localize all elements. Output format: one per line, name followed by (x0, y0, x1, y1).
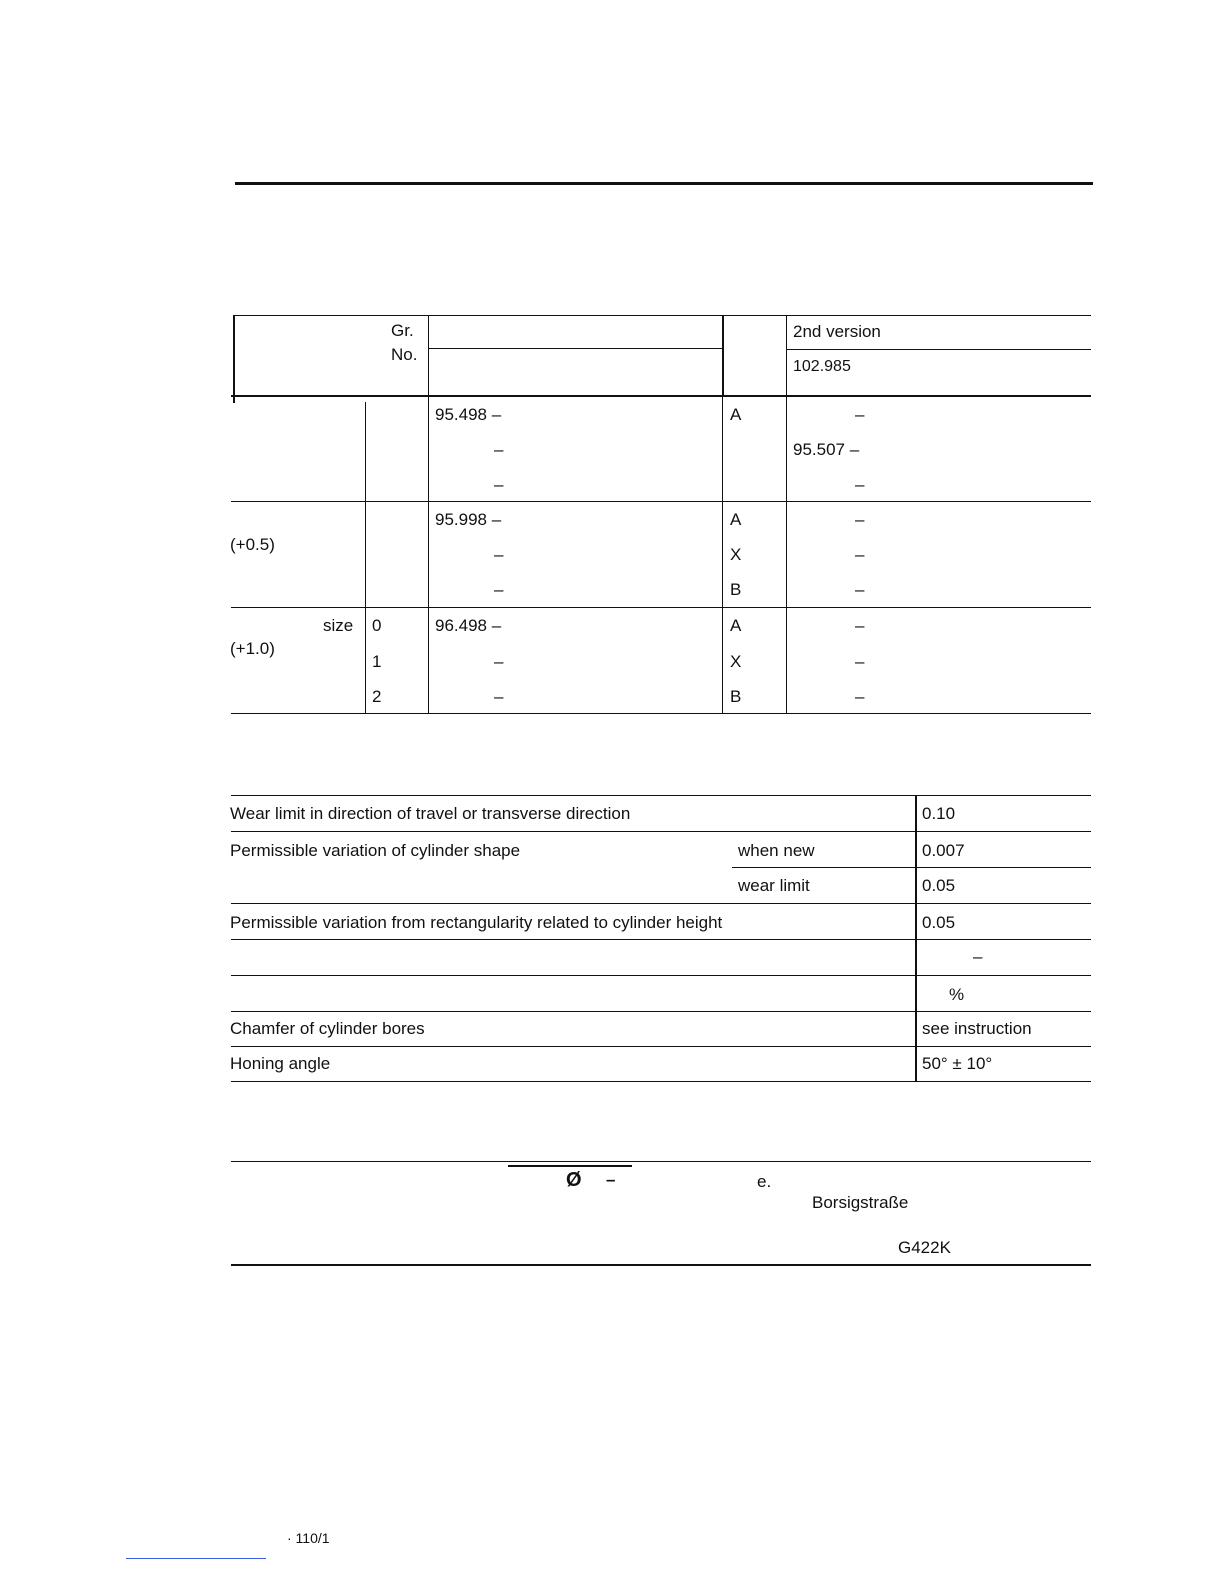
table2-bottom (231, 1081, 1091, 1082)
table1-header-top (233, 315, 1091, 316)
row-label: Permissible variation from rectangularity related to cylinder height (230, 913, 723, 932)
row-letter: A (730, 510, 742, 529)
table2-sep (231, 831, 1091, 832)
row-value1: – (494, 440, 504, 459)
table2-sep (231, 1011, 1091, 1012)
row-value2: – (855, 652, 865, 671)
row-value: – (973, 947, 983, 966)
table2-value-divider (915, 795, 917, 1081)
row-sub: wear limit (738, 876, 810, 895)
top-rule (235, 182, 1093, 185)
row-letter: X (730, 652, 742, 671)
footer-bottom-rule (231, 1264, 1091, 1266)
row-letter: A (730, 616, 742, 635)
row-value2: – (855, 580, 865, 599)
row-value1: – (494, 475, 504, 494)
table1-header-mid-left (428, 348, 723, 349)
header-no: No. (391, 345, 418, 364)
row-label: Chamfer of cylinder bores (230, 1019, 425, 1038)
table1-divider-c (786, 315, 787, 713)
row-sub: when new (738, 841, 815, 860)
row-group: 0 (372, 616, 382, 635)
footer-code: G422K (898, 1238, 951, 1257)
row-group: 1 (372, 652, 382, 671)
row-value2: – (855, 405, 865, 424)
table1-header-mid-right (786, 349, 1091, 350)
row-value: see instruction (922, 1019, 1032, 1038)
row-size-label: (+1.0) (230, 639, 275, 658)
row-letter: B (730, 687, 742, 706)
page-underline (126, 1558, 266, 1559)
row-value1: – (494, 687, 504, 706)
row-value1: 96.498 – (435, 616, 502, 635)
table2-sep-partial (732, 867, 1091, 868)
footer-short-rule (508, 1165, 632, 1167)
table1-divider-b-lower (722, 396, 723, 713)
table1-header-bottom (231, 395, 1091, 397)
row-value2: – (855, 475, 865, 494)
row-value2: – (855, 510, 865, 529)
row-value: 0.05 (922, 876, 956, 895)
row-group: 2 (372, 687, 382, 706)
table2-sep (231, 903, 1091, 904)
header-version: 2nd version (793, 322, 881, 341)
header-version-value: 102.985 (793, 358, 851, 375)
row-value2: – (855, 545, 865, 564)
row-letter: X (730, 545, 742, 564)
footer-dash: – (606, 1170, 616, 1189)
table1-divider-b (722, 315, 724, 396)
table2-sep (231, 1046, 1091, 1047)
row-value1: 95.498 – (435, 405, 502, 424)
row-value1: – (494, 545, 504, 564)
table2-top (231, 795, 1091, 796)
row-value1: 95.998 – (435, 510, 502, 529)
row-value2: – (855, 616, 865, 635)
table1-sep-1 (231, 501, 1091, 502)
row-value1: – (494, 580, 504, 599)
row-size-label: (+0.5) (230, 535, 275, 554)
row-value: 0.10 (922, 804, 956, 823)
row-value: 0.05 (922, 913, 956, 932)
row-size-word: size (323, 616, 354, 635)
row-label: Honing angle (230, 1054, 331, 1073)
row-value2: – (855, 687, 865, 706)
page-number: · 110/1 (287, 1530, 330, 1546)
table1-sep-2 (231, 607, 1091, 608)
row-letter: A (730, 405, 742, 424)
table2-sep (231, 975, 1091, 976)
diameter-symbol: Ø (566, 1169, 582, 1191)
header-gr: Gr. (391, 321, 414, 340)
table1-header-left-border (233, 315, 235, 403)
table1-divider-a (428, 315, 429, 713)
footer-top-rule (231, 1161, 1091, 1162)
footer-e-text: e. (757, 1172, 772, 1191)
row-value: % (949, 985, 965, 1004)
row-value: 0.007 (922, 841, 965, 860)
row-value2: 95.507 – (793, 440, 860, 459)
row-label: Permissible variation of cylinder shape (230, 841, 521, 860)
row-letter: B (730, 580, 742, 599)
row-label: Wear limit in direction of travel or transverse direction (230, 804, 631, 823)
table2-sep (231, 939, 1091, 940)
table1-bottom (231, 713, 1091, 714)
footer-street: Borsigstraße (812, 1193, 909, 1212)
row-value: 50° ± 10° (922, 1054, 993, 1073)
table1-divider-group (365, 402, 366, 713)
row-value1: – (494, 652, 504, 671)
